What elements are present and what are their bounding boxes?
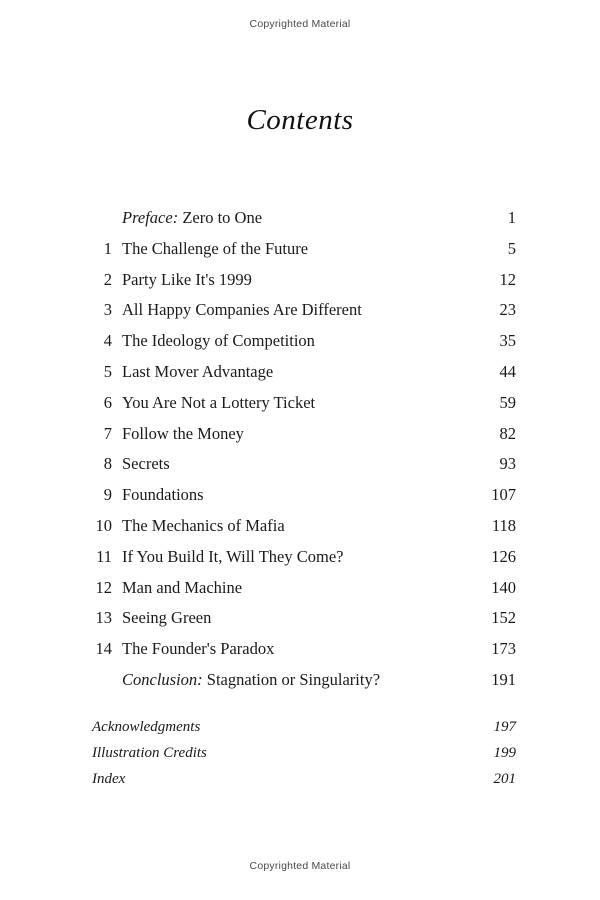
toc-page-number: 23 bbox=[499, 300, 516, 320]
backmatter-label: Index bbox=[92, 771, 126, 787]
toc-chapter-number: 1 bbox=[103, 238, 112, 258]
toc-entry[interactable] bbox=[92, 361, 516, 381]
toc-chapter-number: 3 bbox=[103, 300, 112, 320]
toc-entry[interactable] bbox=[92, 641, 516, 658]
toc-entry-label: The Challenge of the Future bbox=[122, 238, 309, 258]
toc-entry[interactable] bbox=[92, 487, 516, 504]
toc-chapter-number: 11 bbox=[96, 546, 112, 566]
backmatter-page-number: 197 bbox=[493, 719, 516, 735]
toc-chapter-number: 10 bbox=[95, 515, 112, 535]
toc-entry[interactable] bbox=[92, 238, 516, 258]
toc-page-number: 118 bbox=[491, 515, 516, 535]
toc-entry-title: Zero to One bbox=[182, 208, 263, 227]
backmatter-list bbox=[92, 720, 516, 798]
toc-page-number: 93 bbox=[499, 454, 516, 474]
toc-chapter-number: 7 bbox=[103, 423, 112, 443]
toc-entry-label: Last Mover Advantage bbox=[122, 361, 274, 381]
toc-page-number: 191 bbox=[491, 669, 516, 689]
toc-page-number: 12 bbox=[499, 269, 516, 289]
copyright-watermark-top: Copyrighted Material bbox=[249, 18, 351, 30]
toc-entry-lead: Conclusion: bbox=[122, 669, 203, 689]
backmatter-entry[interactable] bbox=[92, 772, 516, 787]
toc-chapter-number: 13 bbox=[95, 608, 112, 628]
toc-page-number: 5 bbox=[507, 238, 516, 258]
toc-page-number: 59 bbox=[499, 392, 516, 412]
toc-chapter-number: 4 bbox=[103, 331, 112, 351]
backmatter-label: Acknowledgments bbox=[92, 719, 201, 735]
toc-page-number: 44 bbox=[499, 361, 516, 381]
toc-entry-label: The Ideology of Competition bbox=[122, 331, 315, 351]
backmatter-label: Illustration Credits bbox=[92, 745, 207, 761]
toc-entry-label: The Founder's Paradox bbox=[122, 639, 275, 659]
toc-entry-label: Party Like It's 1999 bbox=[122, 269, 252, 289]
toc-page-number: 152 bbox=[491, 608, 516, 628]
toc-entry-label bbox=[122, 210, 470, 227]
backmatter-page-number: 201 bbox=[493, 771, 516, 787]
toc-page-number: 35 bbox=[499, 331, 516, 351]
toc-entry-label: All Happy Companies Are Different bbox=[122, 300, 362, 320]
page-title: Contents bbox=[246, 104, 354, 136]
toc-page-number: 82 bbox=[499, 423, 516, 443]
toc-entry[interactable] bbox=[92, 546, 516, 566]
toc-chapter-number: 14 bbox=[95, 639, 112, 659]
toc-entry[interactable] bbox=[92, 577, 516, 597]
toc-page-number: 126 bbox=[491, 546, 516, 566]
toc-chapter-number: 9 bbox=[103, 485, 112, 505]
copyright-watermark-bottom: Copyrighted Material bbox=[249, 860, 351, 872]
toc-entry[interactable] bbox=[92, 392, 516, 412]
toc-chapter-number: 12 bbox=[95, 577, 112, 597]
backmatter-entry[interactable] bbox=[92, 720, 516, 735]
toc-entry[interactable] bbox=[92, 302, 516, 319]
toc-entry-label: Follow the Money bbox=[122, 423, 244, 443]
toc-entry[interactable] bbox=[92, 333, 516, 350]
toc-entry[interactable] bbox=[92, 515, 516, 535]
toc-entry[interactable] bbox=[92, 610, 516, 627]
toc-chapter-number: 5 bbox=[103, 361, 112, 381]
toc-entry-label bbox=[122, 669, 470, 689]
table-of-contents bbox=[92, 210, 516, 703]
toc-entry-label: You Are Not a Lottery Ticket bbox=[122, 392, 316, 412]
toc-page-number: 107 bbox=[491, 485, 516, 505]
toc-entry[interactable] bbox=[92, 210, 516, 227]
toc-chapter-number: 6 bbox=[103, 392, 112, 412]
toc-chapter-number: 2 bbox=[103, 269, 112, 289]
toc-page-number: 1 bbox=[507, 208, 516, 227]
toc-entry-title: Stagnation or Singularity? bbox=[206, 669, 381, 689]
toc-entry[interactable] bbox=[92, 423, 516, 443]
toc-chapter-number: 8 bbox=[103, 454, 112, 474]
toc-page-number: 140 bbox=[491, 577, 516, 597]
toc-entry-label: Man and Machine bbox=[122, 577, 243, 597]
toc-entry[interactable] bbox=[92, 669, 516, 689]
backmatter-entry[interactable] bbox=[92, 746, 516, 761]
toc-entry-label: The Mechanics of Mafia bbox=[122, 515, 285, 535]
toc-entry[interactable] bbox=[92, 269, 516, 289]
toc-page-number: 173 bbox=[491, 639, 516, 659]
toc-entry-label: Seeing Green bbox=[122, 608, 212, 628]
toc-entry-lead: Preface: bbox=[122, 208, 179, 227]
toc-entry[interactable] bbox=[92, 456, 516, 473]
toc-entry-label: Foundations bbox=[122, 485, 204, 505]
backmatter-page-number: 199 bbox=[493, 745, 516, 761]
toc-entry-label: Secrets bbox=[122, 454, 170, 474]
toc-entry-label: If You Build It, Will They Come? bbox=[122, 546, 344, 566]
